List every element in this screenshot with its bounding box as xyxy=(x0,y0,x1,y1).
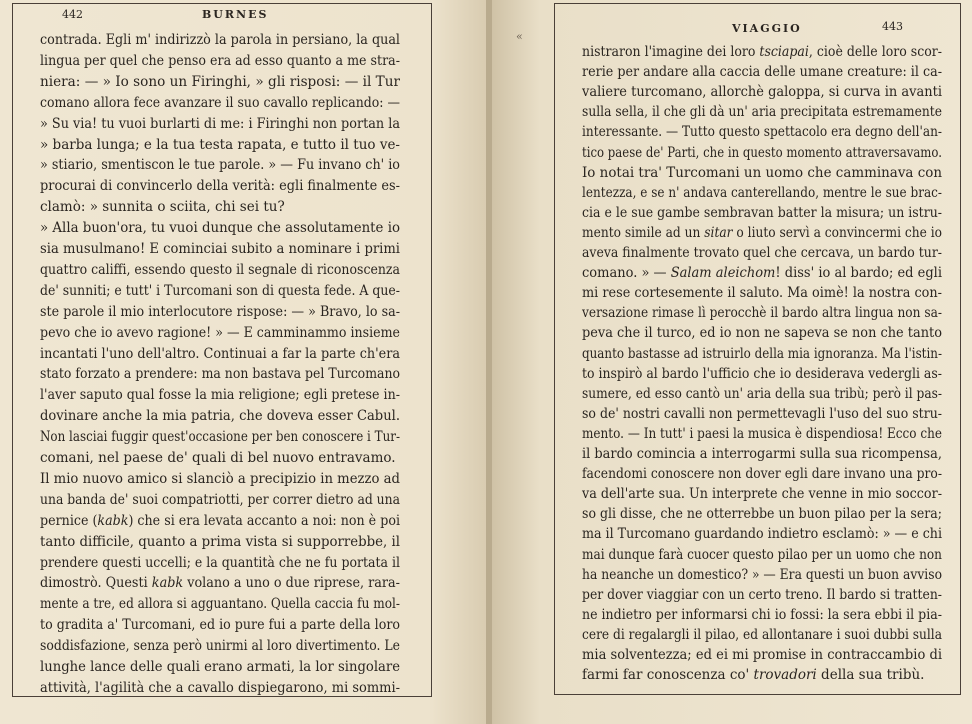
text-line: rerie per andare alla caccia delle umane creature: il ca- xyxy=(582,64,942,81)
text-line: aveva finalmente trovato quel che cercava, un bardo tur- xyxy=(582,245,942,261)
text-line: so gli disse, che ne otterrebbe un buon pilao per la sera; xyxy=(582,506,942,523)
right-page-number: 443 xyxy=(882,20,903,33)
text-line: lingua per quel che penso era ad esso quanto a me stra- xyxy=(40,52,400,69)
text-line: incantati l'uno dell'altro. Continuai a far la parte ch'era xyxy=(40,345,400,362)
right-running-head: VIAGGIO xyxy=(732,22,802,35)
text-line: pevo che io avevo ragione! » — E camminammo insieme xyxy=(40,324,400,341)
text-line: » Alla buon'ora, tu vuoi dunque che assolutamente io xyxy=(40,220,400,237)
text-line: va dell'arte sua. Un interprete che venne in mio soccor- xyxy=(582,486,942,503)
text-line: tico paese de' Parti, che in questo momento attraversavamo. xyxy=(582,144,942,161)
text-line: mente a tre, ed allora si agguantano. Quella caccia fu mol- xyxy=(40,596,400,613)
text-line: quattro califfi, essendo questo il segnale di riconoscenza xyxy=(40,261,400,278)
text-line: comano allora fece avanzare il suo cavallo replicando: — xyxy=(40,94,400,111)
text-line: mai dunque farà cuocer questo pilao per un uomo che non xyxy=(582,546,942,563)
text-line: cere di regalargli il pilao, ed allontanare i suoi dubbi sulla xyxy=(582,626,942,643)
text-line: sumere, ed esso cantò un' aria della sua tribù; però il pas- xyxy=(582,385,942,402)
text-line: so de' nostri cavalli non permettevagli l'uso del suo stru- xyxy=(582,405,942,422)
text-line: cia e le sue gambe sembravan batter la misura; un istru- xyxy=(582,204,942,221)
text-line: mia solventezza; ed ei mi promise in contraccambio di xyxy=(582,647,942,663)
text-line: Non lasciai fuggir quest'occasione per ben conoscere i Tur- xyxy=(40,429,400,446)
text-line: clamò: » sunnita o sciita, chi sei tu? xyxy=(40,199,285,216)
text-line: lentezza, e se n' andava canterellando, mentre le sue brac- xyxy=(582,184,942,201)
text-line: Io notai tra' Turcomani un uomo che camminava con xyxy=(582,164,942,181)
text-line: soddisfazione, senza però unirmi al loro divertimento. Le xyxy=(40,638,400,655)
text-line: interessante. — Tutto questo spettacolo era degno dell'an- xyxy=(582,124,942,141)
text-line: Il mio nuovo amico si slanciò a precipizio in mezzo ad xyxy=(40,470,400,487)
text-line: mento simile ad un sitar o liuto servì a convincermi che io xyxy=(582,224,942,241)
text-line: contrada. Egli m' indirizzò la parola in persiano, la qual xyxy=(40,32,400,48)
text-line: dovinare anche la mia patria, che doveva esser Cabul. xyxy=(40,408,400,425)
text-line: dimostrò. Questi kabk volano a uno o due riprese, rara- xyxy=(40,575,400,592)
text-line: ne indietro per informarsi chi io fossi: la sera ebbi il pia- xyxy=(582,606,942,623)
text-line: mi rese cortesemente il saluto. Ma oimè! la nostra con- xyxy=(582,285,942,302)
text-line: ha neanche un domestico? » — Era questi un buon avviso xyxy=(582,566,942,583)
left-page-number: 442 xyxy=(62,8,83,21)
left-running-head: BURNES xyxy=(202,8,269,21)
text-line: nistraron l'imagine dei loro tsciapai, cioè delle loro scor- xyxy=(582,44,942,60)
text-line: ma il Turcomano guardando indietro esclamò: » — e chi xyxy=(582,526,942,543)
text-line: tanto difficile, quanto a prima vista si supporrebbe, il xyxy=(40,533,400,550)
text-line: comano. » — Salam aleichom! diss' io al bardo; ed egli xyxy=(582,265,942,282)
text-line: peva che il turco, ed io non ne sapeva se non che tanto xyxy=(582,325,942,342)
text-line: procurai di convincerlo della verità: egli finalmente es- xyxy=(40,178,400,195)
text-line: lunghe lance delle quali erano armati, la lor singolare xyxy=(40,659,400,675)
text-line: stato forzato a prendere: ma non bastava pel Turcomano xyxy=(40,366,400,383)
text-line: valiere turcomano, allorchè galoppa, si curva in avanti xyxy=(582,84,942,101)
text-line: mento. — In tutt' i paesi la musica è dispendiosa! Ecco che xyxy=(582,425,942,442)
text-line: sia musulmano! E cominciai subito a nominare i primi xyxy=(40,241,400,257)
text-line: de' sunniti; e tutt' i Turcomani son di questa fede. A que- xyxy=(40,282,400,299)
text-line: farmi far conoscenza co' trovadori della sua tribù. xyxy=(582,667,925,684)
text-line: quanto bastasse ad istruirlo della mia ignoranza. Ma l'istin- xyxy=(582,345,942,362)
text-line: pernice (kabk) che si era levata accanto a noi: non è poi xyxy=(40,512,400,529)
text-line: » Su via! tu vuoi burlarti di me: i Firinghi non portan la xyxy=(40,115,400,132)
text-line: una banda de' suoi compatriotti, per correr dietro ad una xyxy=(40,491,400,508)
margin-mark: « xyxy=(516,30,523,43)
text-line: niera: — » Io sono un Firinghi, » gli risposi: — il Tur xyxy=(40,73,400,90)
text-line: attività, l'agilità che a cavallo dispiegarono, mi sommi- xyxy=(40,679,400,696)
text-line: l'aver saputo qual fosse la mia religione; egli pretese in- xyxy=(40,387,400,404)
right-page xyxy=(492,0,972,724)
text-line: per dover viaggiar con un certo treno. Il bardo si tratten- xyxy=(582,586,942,603)
text-line: to inspirò al bardo l'ufficio che io desiderava vedergli as- xyxy=(582,365,942,382)
text-line: versazione rimase lì perocchè il bardo altra lingua non sa- xyxy=(582,305,942,322)
text-line: il bardo comincia a interrogarmi sulla sua ricompensa, xyxy=(582,446,942,462)
text-line: » stiario, smentiscon le tue parole. » — Fu invano ch' io xyxy=(40,157,400,174)
text-line: prendere questi uccelli; e la quantità che ne fu portata il xyxy=(40,554,400,571)
text-line: to gradita a' Turcomani, ed io pure fui a parte della loro xyxy=(40,617,400,634)
text-line: facendomi conoscere non dover egli dare invano una pro- xyxy=(582,466,942,483)
text-line: » barba lunga; e la tua testa rapata, e tutto il tuo ve- xyxy=(40,136,400,153)
text-line: comani, nel paese de' quali di bel nuovo entravamo. xyxy=(40,450,396,466)
text-line: sulla sella, il che gli dà un' aria precipitata estremamente xyxy=(582,104,942,121)
text-line: ste parole il mio interlocutore rispose: — » Bravo, lo sa- xyxy=(40,303,400,320)
